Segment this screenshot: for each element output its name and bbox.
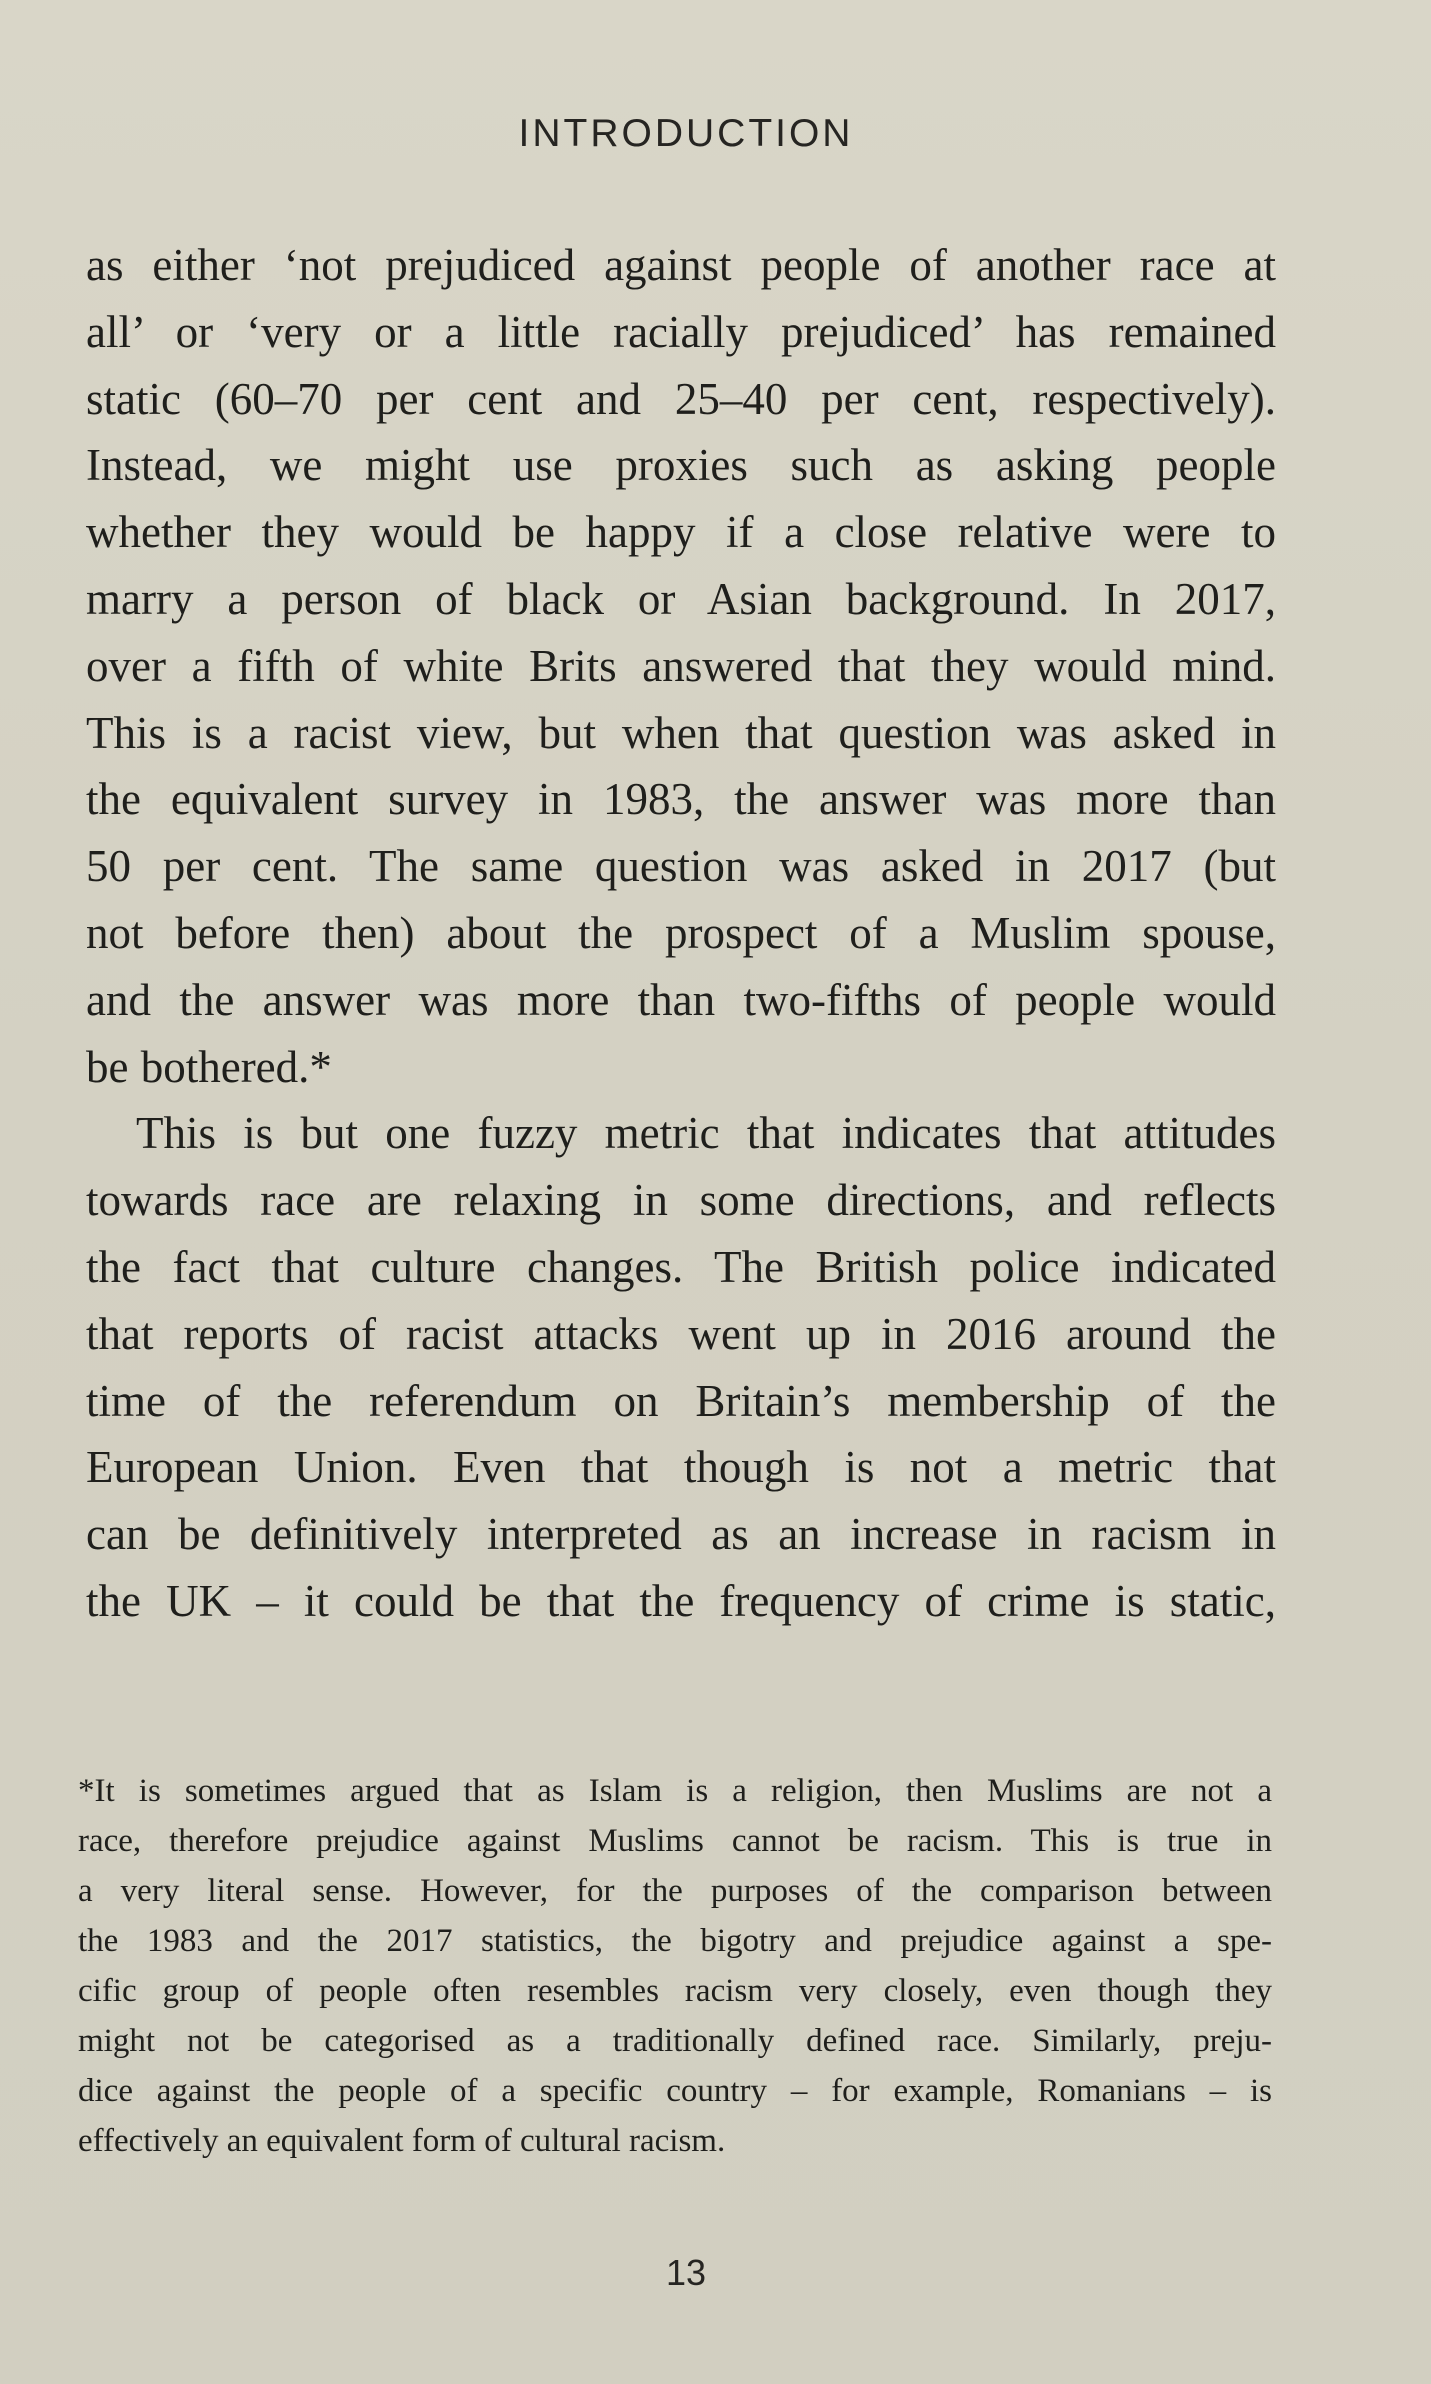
body-line: the UK – it could be that the frequency of crime is static, (86, 1575, 1276, 1626)
body-line: 50 per cent. The same question was asked in 2017 (but (86, 841, 1276, 892)
body-line: not before then) about the prospect of a Muslim spouse, (86, 907, 1276, 958)
body-line: as either ‘not prejudiced against people of another race at (86, 240, 1276, 290)
running-head: INTRODUCTION (518, 112, 854, 155)
footnote-line: cific group of people often resembles racism very closely, even though they (78, 1973, 1272, 2009)
body-line: towards race are relaxing in some directions, and reflects (86, 1175, 1276, 1226)
footnote-line: might not be categorised as a traditionally defined race. Similarly, preju- (78, 2023, 1272, 2059)
body-line: that reports of racist attacks went up in 2016 around the (86, 1308, 1276, 1359)
body-line: all’ or ‘very or a little racially prejudiced’ has remained (86, 306, 1276, 357)
body-line: can be definitively interpreted as an increase in racism in (86, 1509, 1276, 1560)
body-line: static (60–70 per cent and 25–40 per cent, respectively). (86, 373, 1276, 424)
body-line: European Union. Even that though is not a metric that (86, 1442, 1276, 1493)
body-line: Instead, we might use proxies such as asking people (86, 440, 1276, 491)
footnote-line: race, therefore prejudice against Muslims cannot be racism. This is true in (78, 1823, 1272, 1859)
body-line: and the answer was more than two-fifths of people would (86, 974, 1276, 1025)
footnote-line: dice against the people of a specific country – for example, Romanians – is (78, 2073, 1272, 2109)
body-line: time of the referendum on Britain’s membership of the (86, 1375, 1276, 1426)
body-line: the fact that culture changes. The British police indicated (86, 1241, 1276, 1292)
body-line: This is a racist view, but when that question was asked in (86, 707, 1276, 758)
body-line: marry a person of black or Asian background. In 2017, (86, 573, 1276, 624)
body-line-paragraph-start: This is but one fuzzy metric that indicates that attitudes (136, 1108, 1276, 1159)
body-line: over a fifth of white Brits answered that they would mind. (86, 640, 1276, 691)
footnote-line: the 1983 and the 2017 statistics, the bigotry and prejudice against a spe- (78, 1923, 1272, 1959)
page-number: 13 (665, 2252, 707, 2293)
footnote-line: *It is sometimes argued that as Islam is a religion, then Muslims are not a (78, 1773, 1272, 1809)
body-line: whether they would be happy if a close relative were to (86, 507, 1276, 558)
footnote (78, 1766, 1272, 2166)
body-line: the equivalent survey in 1983, the answer was more than (86, 774, 1276, 825)
footnote-line: a very literal sense. However, for the purposes of the comparison between (78, 1873, 1272, 1909)
body-line-paragraph-end: be bothered.* (86, 1041, 332, 1092)
body-text (86, 232, 1276, 1635)
footnote-line: effectively an equivalent form of cultural racism. (78, 2123, 726, 2159)
